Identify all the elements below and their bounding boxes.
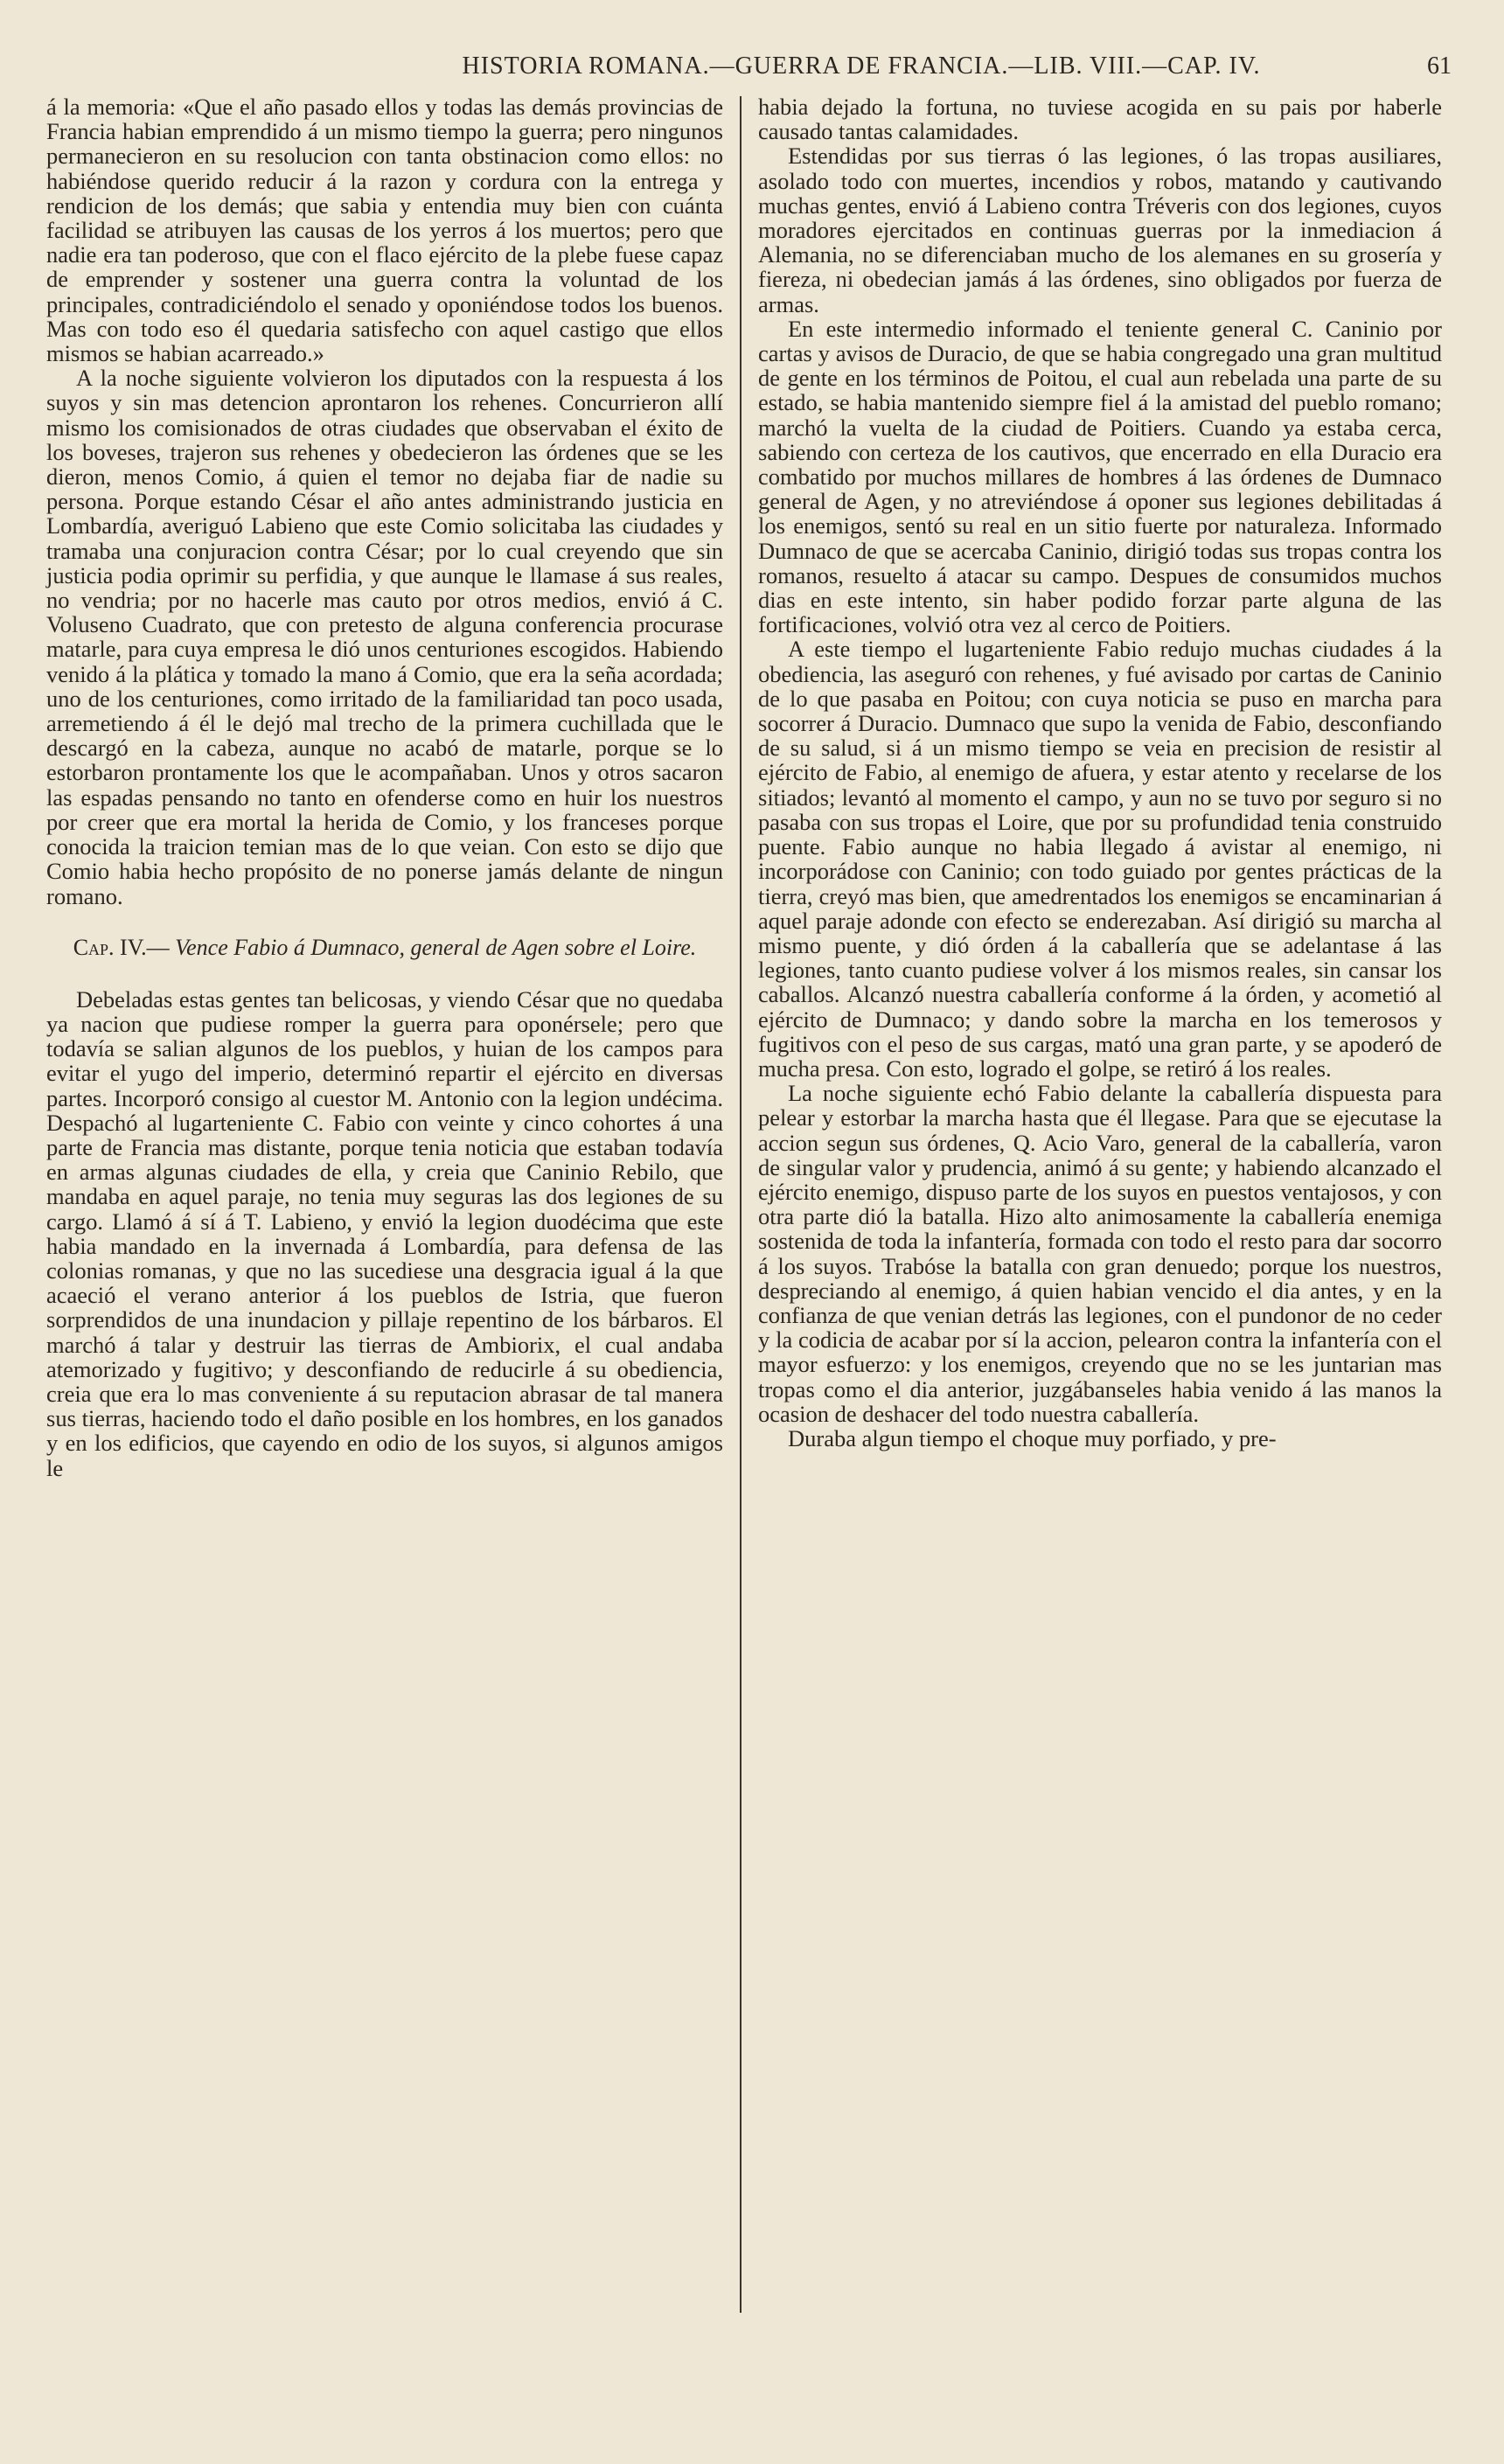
paragraph: Debeladas estas gentes tan belicosas, y viendo César que no quedaba ya nacion que pudiese romper la guerra para oponérsele; pero que todavía se salian algunos de los pueblos, y huian de los campos para evitar el yugo del imperio, determinó repartir el ejército en diversas partes. Incorporó consigo al cuestor M. Antonio con la legion undécima. Despachó al lugarteniente C. Fabio con veinte y cinco cohortes á una parte de Francia mas distante, porque tenia noticia que estaban todavía en armas algunas ciudades de ella, y creia que Caninio Rebilo, que mandaba en aquel paraje, no tenia muy seguras las dos legiones de su cargo. Llamó á sí á T. Labieno, y envió la legion duodécima que este habia mandado en la invernada á Lombardía, para defensa de las colonias romanas, y que no las sucediese una desgracia igual á la que acaeció el verano anterior á los pueblos de Istria, que fueron sorprendidos de una inundacion y pillaje repentino de los bárbaros. El marchó á talar y destruir las tierras de Ambiorix, el cual andaba atemorizado y fugitivo; y desconfiando de reducirle á su obediencia, creia que era lo mas conveniente á su reputacion abrasar de tal manera sus tierras, haciendo todo el daño posible en los hombres, en los ganados y en los edificios, que cayendo en odio de los suyos, si algunos amigos le <box>46 985 723 1481</box>
column-divider <box>740 96 742 2313</box>
paragraph: á la memoria: «Que el año pasado ellos y todas las demás provincias de Francia habian emprendido á un mismo tiempo la guerra; pero ningunos permanecieron en su resolucion con tanta obstinacion como ellos: no habiéndose querido reducir á la razon y cordura con la entrega y rendicion de los demás; que sabia y entendia muy bien con cuánta facilidad se atribuyen las causas de los yerros á los muertos; pero que nadie era tan poderoso, que con el flaco ejército de la plebe fuese capaz de emprender y sostener una guerra contra la voluntad de los principales, contradiciéndolo el senado y oponiéndose todos los buenos. Mas con todo eso él quedaria satisfecho con aquel castigo que ellos mismos se habian acarreado.» <box>46 94 723 367</box>
paragraph: La noche siguiente echó Fabio delante la caballería dispuesta para pelear y estorbar la marcha hasta que él llegase. Para que se ejecutase la accion segun sus órdenes, Q. Acio Varo, general de la caballería, varon de singular valor y prudencia, animó á su gente; y habiendo alcanzado el ejército enemigo, dispuso parte de los suyos en puestos ventajosos, y con otra parte dió la batalla. Hizo alto animosamente la caballería enemiga sostenida de toda la infantería, formada con todo el resto para dar socorro á los suyos. Trabóse la batalla con gran denuedo; porque los nuestros, despreciando al enemigo, á quien habian vencido el dia antes, y en la confianza de que venian detrás las legiones, con el pundonor de no ceder y la codicia de acabar por sí la accion, pelearon contra la infantería con el mayor esfuerzo: y los enemigos, creyendo que no se les juntarian mas tropas como el dia anterior, juzgábanseles habia venido á las manos la ocasion de deshacer del todo nuestra caballería. <box>758 1080 1442 1427</box>
chapter-label: Cap. IV.— <box>73 934 170 960</box>
paragraph: Duraba algun tiempo el choque muy porfiado, y pre- <box>788 1424 1277 1451</box>
chapter-heading <box>46 935 723 961</box>
running-title: HISTORIA ROMANA.—GUERRA DE FRANCIA.—LIB. VIII.—CAP. IV. <box>462 52 1261 80</box>
chapter-title: Vence Fabio á Dumnaco, general de Agen sobre el Loire. <box>175 934 697 960</box>
paragraph: habia dejado la fortuna, no tuviese acogida en su pais por haberle causado tantas calamidades. <box>758 94 1442 145</box>
page-header <box>44 52 1452 93</box>
page-number: 61 <box>1427 52 1452 80</box>
paragraph: Estendidas por sus tierras ó las legiones, ó las tropas ausiliares, asolado todo con muertes, incendios y robos, matando y cautivando muchas gentes, envió á Labieno contra Tréveris con dos legiones, cuyos moradores ejercitados en continuas guerras por la inmediacion á Alemania, no se diferenciaban mucho de los alemanes en su grosería y fiereza, ni obedecian jamás á las órdenes, sino obligados por fuerza de armas. <box>758 143 1442 317</box>
paragraph: A este tiempo el lugarteniente Fabio redujo muchas ciudades á la obediencia, las aseguró con rehenes, y fué avisado por cartas de Caninio de lo que pasaba en Poitou; con cuya noticia se puso en marcha para socorrer á Duracio. Dumnaco que supo la venida de Fabio, desconfiando de su salud, si á un mismo tiempo se veia en precision de resistir al ejército de Fabio, al enemigo de afuera, y estar atento y recelarse de los sitiados; levantó al momento el campo, y aun no se tuvo por seguro si no pasaba con sus tropas el Loire, que por su profundidad tenia construido puente. Fabio aunque no habia llegado á avistar al enemigo, ni incorporádose con Caninio; con todo guiado por gentes prácticas de la tierra, creyó mas bien, que amedrentados los enemigos se encaminarian á aquel paraje adonde con efecto se enderezaban. Así dirigió su marcha al mismo puente, y dió órden á la caballería que se adelantase á las legiones, tanto cuanto pudiese volver á los mismos reales, sin cansar los caballos. Alcanzó nuestra caballería conforme á la órden, y acometió al ejército de Dumnaco; y dando sobre la marcha en los temerosos y fugitivos con el peso de sus cargas, mató una gran parte, y se apoderó de mucha presa. Con esto, logrado el golpe, se retiró á los reales. <box>758 636 1442 1082</box>
paragraph: A la noche siguiente volvieron los diputados con la respuesta á los suyos y sin mas detencion aprontaron los rehenes. Concurrieron allí mismo los comisionados de otras ciudades que observaban el éxito de los boveses, trajeron sus rehenes y obedecieron las órdenes que se les dieron, menos Comio, á quien el temor no dejaba fiar de nadie su persona. Porque estando César el año antes administrando justicia en Lombardía, averiguó Labieno que este Comio solicitaba las ciudades y tramaba una conjuracion contra César; por lo cual creyendo que sin justicia podia oprimir su perfidia, y que aunque le llamase á sus reales, no vendria; por no hacerle mas cauto por otros medios, envió á C. Voluseno Cuadrato, que con pretesto de alguna conferencia procurase matarle, para cuya empresa le dió unos centuriones escogidos. Habiendo venido á la plática y tomado la mano á Comio, que era la seña acordada; uno de los centuriones, como irritado de la familiaridad tan poco usada, arremetiendo á él le dejó mal trecho de la primera cuchillada que le descargó en la cabeza, aunque no acabó de matarle, porque se lo estorbaron prontamente los que le acompañaban. Unos y otros sacaron las espadas pensando no tanto en ofenderse como en huir los nuestros por creer que era mortal la herida de Comio, y los franceses porque conocida la traicion temian mas de lo que veian. Con esto se dijo que Comio habia hecho propósito de no ponerse jamás delante de ningun romano. <box>46 365 723 909</box>
paragraph: En este intermedio informado el teniente general C. Caninio por cartas y avisos de Duracio, de que se habia congregado una gran multitud de gente en los términos de Poitou, el cual aun rebelada una parte de su estado, se habia mantenido siempre fiel á la amistad del pueblo romano; marchó la vuelta de la ciudad de Poitiers. Cuando ya estaba cerca, sabiendo con certeza de los cautivos, que encerrado en ella Duracio era combatido por muchos millares de hombres á las órdenes de Dumnaco general de Agen, y no atreviéndose á oponer sus legiones debilitadas á los enemigos, sentó su real en un sitio fuerte por naturaleza. Informado Dumnaco de que se acercaba Caninio, dirigió todas sus tropas contra los romanos, resuelto á atacar su campo. Despues de consumidos muchos dias en este intento, sin haber podido forzar parte alguna de las fortificaciones, volvió otra vez al cerco de Poitiers. <box>758 315 1442 638</box>
right-column <box>758 94 1442 1451</box>
left-column <box>46 94 723 1480</box>
